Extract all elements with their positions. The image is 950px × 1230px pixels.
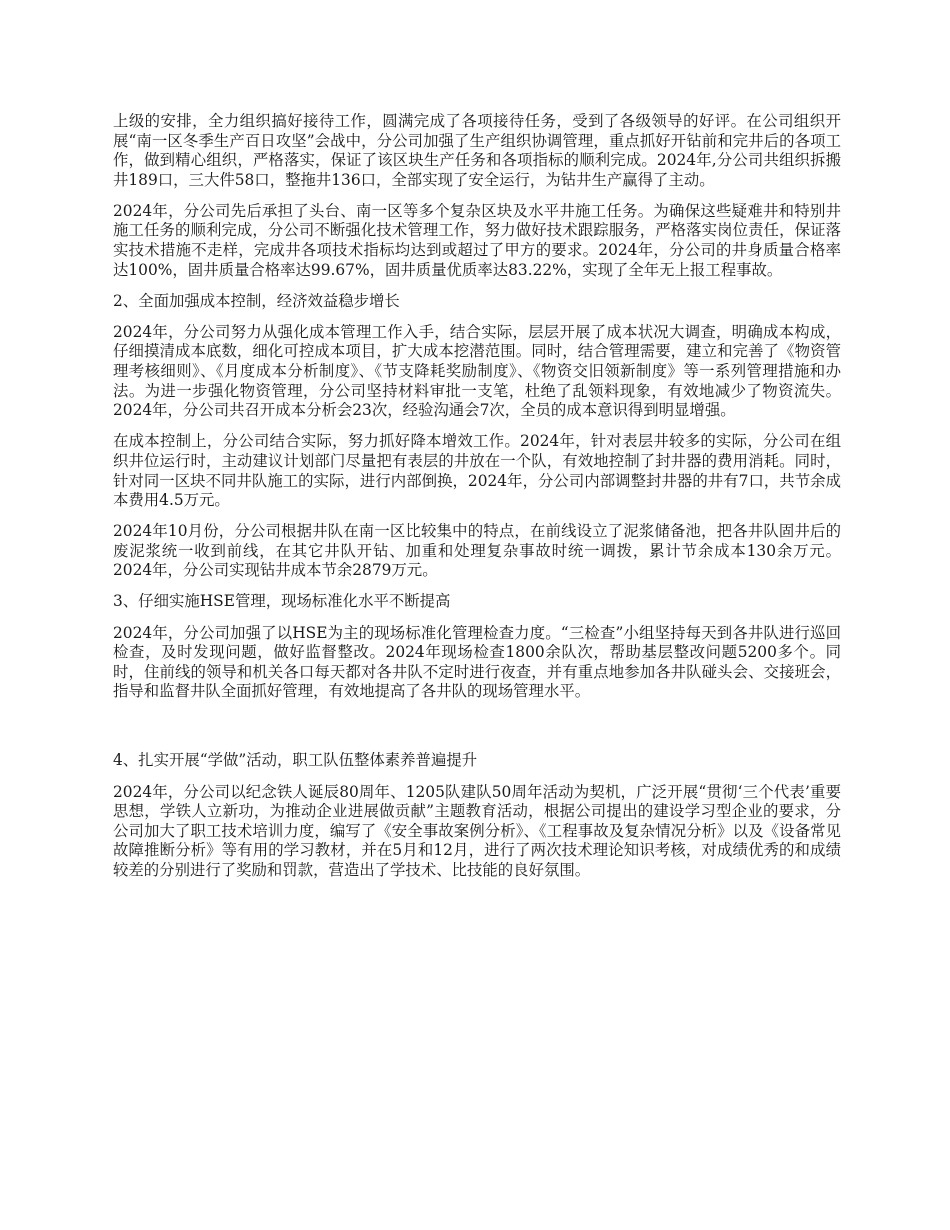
paragraph-training: 2024年，分公司以纪念铁人诞辰80周年、1205队建队50周年活动为契机，广泛开展“贯彻‘三个代表’重要思想，学铁人立新功，为推动企业进展做贡献”主题教育活动，根据公司提出的建设学习型企业的要求，分公司加大了职工技术培训力度，编写了《安全事故案例分析》、《工程事故及复杂情况分析》以及《设备常见故障推断分析》等有用的学习教材，并在5月和12月，进行了两次技术理论知识考核，对成绩优秀的和成绩较差的分别进行了奖励和罚款，营造出了学技术、比技能的良好氛围。	[113, 782, 841, 879]
paragraph-technical-management: 2024年，分公司先后承担了头台、南一区等多个复杂区块及水平井施工任务。为确保这些疑难井和特别井施工任务的顺利完成，分公司不断强化技术管理工作，努力做好技术跟踪服务，严格落实岗位责任，保证落实技术措施不走样，完成井各项技术指标均达到或超过了甲方的要求。2024年，分公司的井身质量合格率达100%，固井质量合格率达99.67%，固井质量优质率达83.22%，实现了全年无上报工程事故。	[113, 201, 841, 279]
paragraph-hse-inspection: 2024年，分公司加强了以HSE为主的现场标准化管理检查力度。“三检查”小组坚持每天到各井队进行巡回检查，及时发现问题，做好监督整改。2024年现场检查1800余队次，帮助基层整改问题5200多个。同时，住前线的领导和机关各口每天都对各井队不定时进行夜查，并有重点地参加各井队碰头会、交接班会，指导和监督井队全面抓好管理，有效地提高了各井队的现场管理水平。	[113, 623, 841, 701]
document-page	[113, 112, 841, 892]
section-heading-hse: 3、仔细实施HSE管理，现场标准化水平不断提高	[113, 592, 451, 611]
paragraph-cost-management: 2024年，分公司努力从强化成本管理工作入手，结合实际，层层开展了成本状况大调查，明确成本构成，仔细摸清成本底数，细化可控成本项目，扩大成本挖潜范围。同时，结合管理需要，建立和完善了《物资管理考核细则》、《月度成本分析制度》、《节支降耗奖励制度》、《物资交旧领新制度》等一系列管理措施和办法。为进一步强化物资管理，分公司坚持材料审批一支笔，杜绝了乱领料现象，有效地减少了物资流失。2024年，分公司共召开成本分析会23次，经验沟通会7次，全员的成本意识得到明显增强。	[113, 322, 841, 420]
section-spacer	[113, 713, 841, 751]
paragraph-mud-reserve: 2024年10月份，分公司根据井队在南一区比较集中的特点，在前线设立了泥浆储备池，把各井队固井后的废泥浆统一收到前线，在其它井队开钻、加重和处理复杂事故时统一调拨，累计节余成本130余万元。2024年，分公司实现钻井成本节余2879万元。	[113, 522, 841, 580]
paragraph-reception-work: 上级的安排，全力组织搞好接待工作，圆满完成了各项接待任务，受到了各级领导的好评。在公司组织开展“南一区冬季生产百日攻坚”会战中，分公司加强了生产组织协调管理，重点抓好开钻前和完井后的各项工作，做到精心组织，严格落实，保证了该区块生产任务和各项指标的顺利完成。2024年,分公司共组织拆搬井189口，三大件58口，整拖井136口，全部实现了安全运行，为钻井生产赢得了主动。	[113, 112, 841, 189]
section-heading-cost-control: 2、全面加强成本控制，经济效益稳步增长	[113, 291, 400, 310]
section-heading-learning: 4、扎实开展“学做”活动，职工队伍整体素养普遍提升	[113, 751, 478, 770]
paragraph-cost-reduction: 在成本控制上，分公司结合实际，努力抓好降本增效工作。2024年，针对表层井较多的实际，分公司在组织井位运行时，主动建议计划部门尽量把有表层的井放在一个队，有效地控制了封井器的费用消耗。同时，针对同一区块不同井队施工的实际，进行内部倒换，2024年，分公司内部调整封井器的井有7口，共节余成本费用4.5万元。	[113, 432, 841, 510]
